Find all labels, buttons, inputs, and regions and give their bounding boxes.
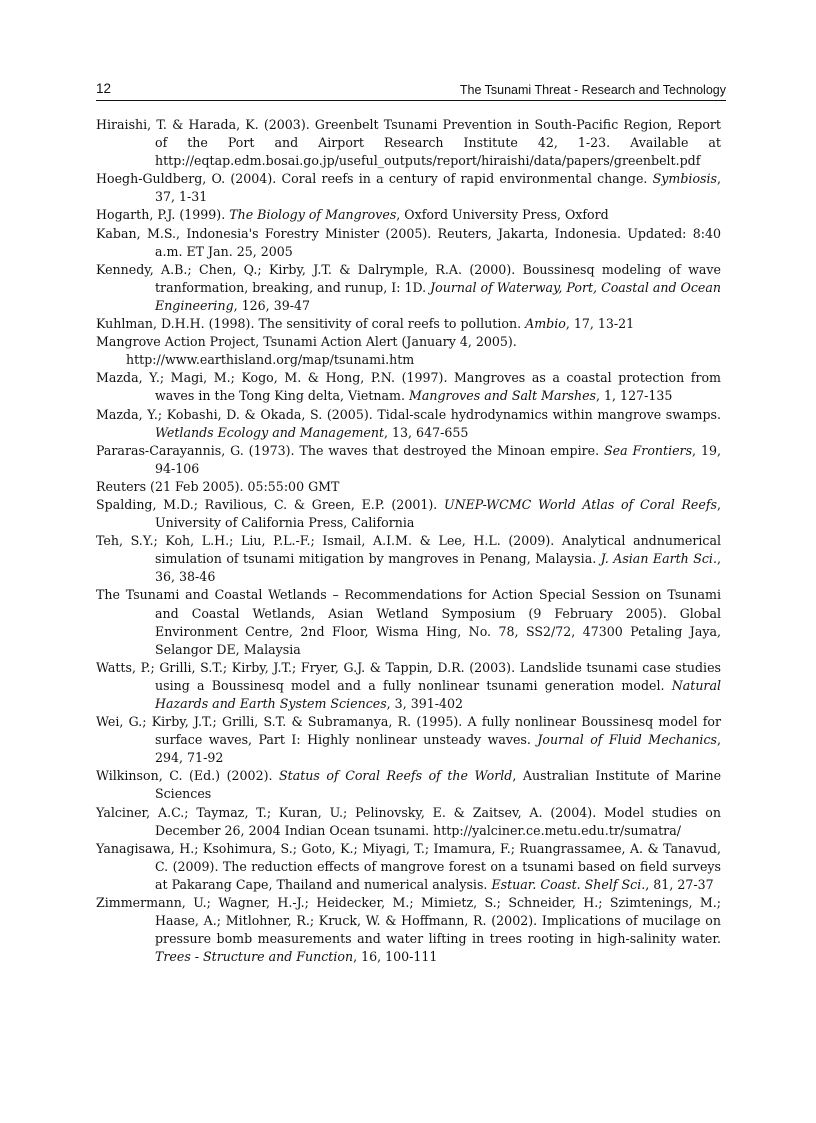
- reference-source-title: J. Asian Earth Sci.: [600, 551, 717, 567]
- header-rule: [96, 100, 726, 101]
- reference-text: Kennedy, A.B.; Chen, Q.; Kirby, J.T. & Dalrymple, R.A. (2000). Boussinesq modeling of wave tranformation, breaking, and runup, I: 1D.: [96, 261, 721, 295]
- reference-text: , 126, 39-47: [233, 297, 310, 313]
- reference-source-title: Journal of Fluid Mechanics: [537, 732, 717, 748]
- reference-entry: [96, 713, 721, 767]
- reference-list: [96, 116, 721, 966]
- running-title: The Tsunami Threat - Research and Technology: [459, 83, 726, 97]
- reference-entry: [96, 478, 721, 496]
- reference-text: Kuhlman, D.H.H. (1998). The sensitivity of coral reefs to pollution.: [96, 316, 526, 332]
- reference-source-title: Status of Coral Reefs of the World: [279, 768, 513, 784]
- reference-entry: [96, 225, 721, 261]
- reference-text: Hogarth, P.J. (1999).: [96, 207, 230, 223]
- reference-text: Wilkinson, C. (Ed.) (2002).: [96, 768, 280, 784]
- reference-text: , 19, 94-106: [155, 442, 722, 476]
- reference-source-title: Natural Hazards and Earth System Sciences: [155, 677, 721, 711]
- reference-source-title: The Biology of Mangroves: [229, 207, 397, 223]
- reference-text: Spalding, M.D.; Ravilious, C. & Green, E.P. (2001).: [96, 496, 444, 512]
- reference-text: , University of California Press, California: [155, 496, 721, 531]
- reference-text: , Oxford University Press, Oxford: [396, 207, 609, 223]
- reference-text: Yalciner, A.C.; Taymaz, T.; Kuran, U.; Pelinovsky, E. & Zaitsev, A. (2004). Model studies on December 26, 2004 Indian Ocean tsunami. http://yalciner.ce.metu.edu.tr/sumatra/: [96, 804, 721, 838]
- reference-entry: [96, 894, 721, 966]
- reference-entry: [96, 116, 721, 170]
- page-header: [96, 80, 726, 100]
- reference-text: Zimmermann, U.; Wagner, H.-J.; Heidecker, M.; Mimietz, S.; Schneider, H.; Szimtenings, M.; Haase, A.; Mitlohner, R.; Kruck, W. & Hoffmann, R. (2002). Implications of mucilage on pressure bomb measurements and water lifting in trees rooting in high-salinity water.: [96, 895, 721, 947]
- reference-entry: [96, 767, 721, 803]
- reference-text: , 3, 391-402: [386, 696, 464, 711]
- reference-text: Wei, G.; Kirby, J.T.; Grilli, S.T. & Subramanya, R. (1995). A fully nonlinear Boussinesq model for surface waves, Part I: Highly nonlinear unsteady waves.: [96, 714, 721, 748]
- reference-text: , 1, 127-135: [596, 388, 673, 404]
- reference-text: Teh, S.Y.; Koh, L.H.; Liu, P.L.-F.; Ismail, A.I.M. & Lee, H.L. (2009). Analytical andnumerical simulation of tsunami mitigation by mangroves in Penang, Malaysia.: [96, 533, 721, 567]
- reference-source-title: Trees - Structure and Function: [155, 949, 354, 965]
- reference-entry: [96, 442, 721, 478]
- reference-source-title: Ambio: [525, 316, 566, 332]
- reference-entry: [96, 369, 721, 405]
- reference-entry: [96, 840, 721, 894]
- reference-source-title: Wetlands Ecology and Management: [155, 424, 385, 440]
- reference-source-title: Journal of Waterway, Port, Coastal and Ocean Engineering: [155, 279, 722, 313]
- reference-text: , 17, 13-21: [565, 316, 635, 332]
- reference-entry: [96, 333, 721, 351]
- reference-text: Mangrove Action Project, Tsunami Action Alert (January 4, 2005).: [96, 334, 517, 350]
- reference-entry: [96, 496, 721, 532]
- reference-text: Kaban, M.S., Indonesia's Forestry Minister (2005). Reuters, Jakarta, Indonesia. Updated: 8:40 a.m. ET Jan. 25, 2005: [96, 225, 721, 259]
- reference-text: Mazda, Y.; Kobashi, D. & Okada, S. (2005). Tidal-scale hydrodynamics within mangrove swamps.: [96, 406, 721, 422]
- reference-text: Hiraishi, T. & Harada, K. (2003). Greenbelt Tsunami Prevention in South-Pacific Region, Report of the Port and Airport Research Institute 42, 1-23. Available at http://eqtap.edm.bosai.go.jp/useful_outputs/report/hiraishi/data/papers/greenbelt.pdf: [96, 117, 721, 169]
- reference-text: Yanagisawa, H.; Ksohimura, S.; Goto, K.; Miyagi, T.; Imamura, F.; Ruangrassamee, A. & Tanavud, C. (2009). The reduction effects of mangrove forest on a tsunami based on field surveys at Pakarang Cape, Thailand and numerical analysis.: [96, 840, 721, 892]
- reference-entry: [96, 659, 721, 713]
- reference-entry: [96, 532, 721, 586]
- reference-source-title: Sea Frontiers: [604, 442, 693, 458]
- reference-text: , 81, 27-37: [645, 876, 714, 892]
- reference-entry: [96, 586, 721, 658]
- reference-source-title: UNEP-WCMC World Atlas of Coral Reefs: [443, 496, 717, 512]
- reference-text: Hoegh-Guldberg, O. (2004). Coral reefs in a century of rapid environmental change.: [96, 171, 653, 187]
- reference-text: , Australian Institute of Marine Sciences: [155, 768, 722, 802]
- reference-entry: [96, 170, 721, 206]
- reference-source-title: Mangroves and Salt Marshes: [408, 388, 597, 404]
- reference-entry: [96, 315, 721, 333]
- reference-url-line: http://www.earthisland.org/map/tsunami.htm: [126, 352, 415, 368]
- page-number: 12: [96, 81, 112, 96]
- reference-text: Reuters (21 Feb 2005). 05:55:00 GMT: [96, 478, 340, 494]
- reference-entry: [96, 804, 721, 840]
- reference-text: Pararas-Carayannis, G. (1973). The waves that destroyed the Minoan empire.: [96, 442, 605, 458]
- reference-text: Watts, P.; Grilli, S.T.; Kirby, J.T.; Fryer, G.J. & Tappin, D.R. (2003). Landslide tsunami case studies using a Boussinesq model and a fully nonlinear tsunami generation model.: [96, 659, 721, 693]
- reference-text: , 36, 38-46: [155, 551, 721, 585]
- reference-text: , 13, 647-655: [384, 424, 469, 440]
- reference-source-title: Symbiosis: [652, 171, 717, 187]
- reference-text: , 37, 1-31: [155, 171, 721, 205]
- reference-text: The Tsunami and Coastal Wetlands – Recommendations for Action Special Session on Tsunami and Coastal Wetlands, Asian Wetland Symposium (9 February 2005). Global Environment Centre, 2nd Floor, Wisma Hing, No. 78, SS2/72, 47300 Petaling Jaya, Selangor DE, Malaysia: [96, 587, 721, 657]
- reference-text: , 294, 71-92: [155, 732, 721, 766]
- reference-text: , 16, 100-111: [353, 949, 438, 965]
- reference-entry: [96, 406, 721, 442]
- reference-source-title: Estuar. Coast. Shelf Sci.: [491, 876, 646, 892]
- reference-entry: [96, 261, 721, 315]
- reference-text: Mazda, Y.; Magi, M.; Kogo, M. & Hong, P.N. (1997). Mangroves as a coastal protection from waves in the Tong King delta, Vietnam.: [96, 370, 721, 404]
- reference-entry: [96, 206, 721, 224]
